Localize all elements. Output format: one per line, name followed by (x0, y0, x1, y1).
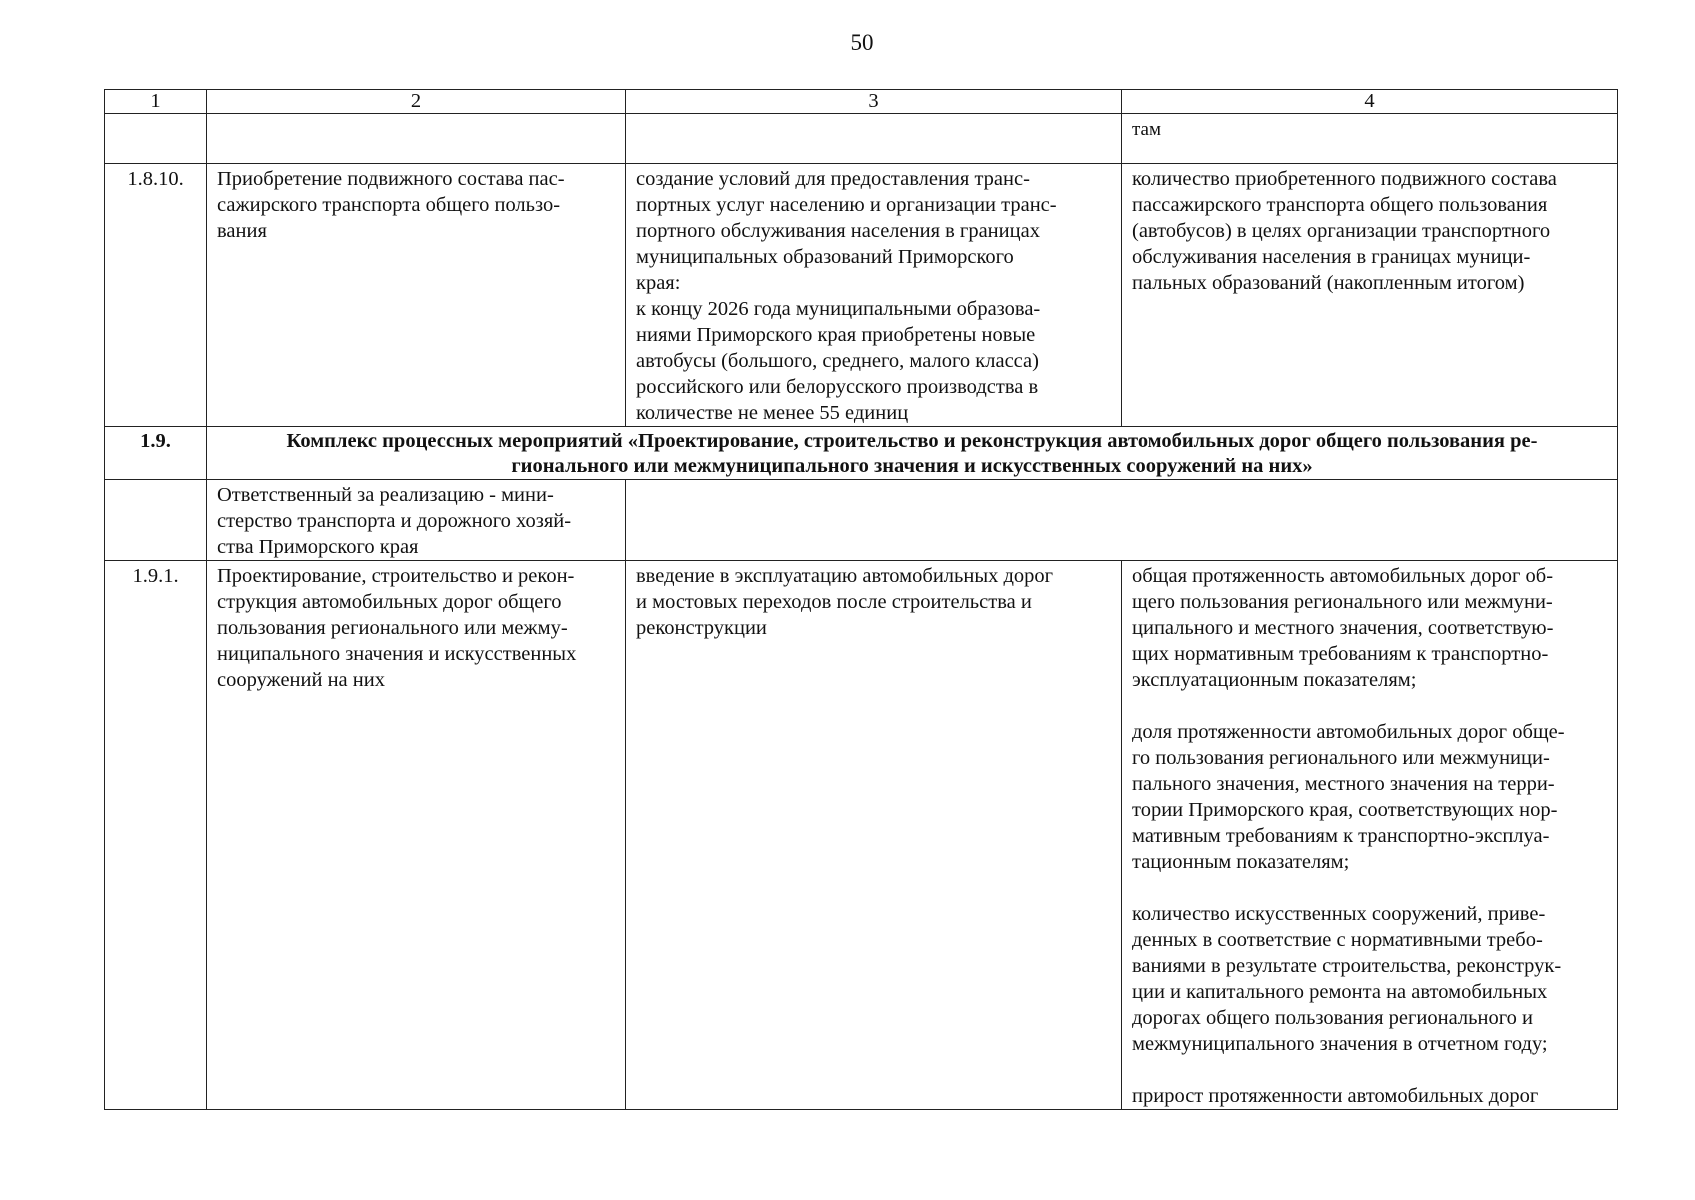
column-number-2: 2 (207, 90, 626, 114)
continuation-text: там (1122, 114, 1618, 164)
section-number: 1.9. (105, 427, 207, 480)
measure-name: Приобретение подвижного состава пас- сажирского транспорта общего пользо- вания (207, 164, 626, 427)
column-number-1: 1 (105, 90, 207, 114)
table-row (105, 561, 1618, 1110)
column-number-4: 4 (1122, 90, 1618, 114)
row-number: 1.9.1. (105, 561, 207, 1110)
row-number: 1.8.10. (105, 164, 207, 427)
continuation-row (105, 114, 1618, 164)
measure-indicator: количество приобретенного подвижного состава пассажирского транспорта общего пользования (автобусов) в целях организации транспортного обслуживания населения в границах муници- пальных образований (накопленным итогом) (1122, 164, 1618, 427)
measures-table (104, 89, 1618, 1110)
measure-task: создание условий для предоставления транс- портных услуг населению и организации транс- портного обслуживания населения в границах муниципальных образований Приморского края: к концу 2026 года муниципальными образова- ниями Приморского края приобретены новые автобусы (большого, среднего, малого класса) российского или белорусского производства в количестве не менее 55 единиц (626, 164, 1122, 427)
measure-name: Проектирование, строительство и рекон- струкция автомобильных дорог общего пользования регионального или межму- ниципального значения и искусственных сооружений на них (207, 561, 626, 1110)
section-row (105, 427, 1618, 480)
section-title: Комплекс процессных мероприятий «Проектирование, строительство и реконструкция автомобильных дорог общего пользования ре- гионального или межмуниципального значения и искусственных сооружений на них» (207, 427, 1618, 480)
table-row (105, 164, 1618, 427)
measure-indicators: общая протяженность автомобильных дорог об- щего пользования регионального или межмуни- ципального и местного значения, соответствую- щих нормативным требованиям к транспортно- эксплуатационным показателям; доля протяженности автомобильных дорог обще- го пользования регионального или межмуници- пального значения, местного значения на терри- тории Приморского края, соответствующих нор- мативным требованиям к транспортно-эксплуа- тационным показателям; количество искусственных сооружений, приве- денных в соответствие с нормативными требо- ваниями в результате строительства, реконструк- ции и капитального ремонта на автомобильных дорогах общего пользования регионального и межмуниципального значения в отчетном году; прирост протяженности автомобильных дорог (1122, 561, 1618, 1110)
measure-task: введение в эксплуатацию автомобильных дорог и мостовых переходов после строительства и реконструкции (626, 561, 1122, 1110)
page-number: 50 (850, 30, 874, 55)
column-number-3: 3 (626, 90, 1122, 114)
column-numbers-row (105, 90, 1618, 114)
responsible-row (105, 480, 1618, 561)
responsible-text: Ответственный за реализацию - мини- стерство транспорта и дорожного хозяй- ства Приморского края (207, 480, 626, 561)
